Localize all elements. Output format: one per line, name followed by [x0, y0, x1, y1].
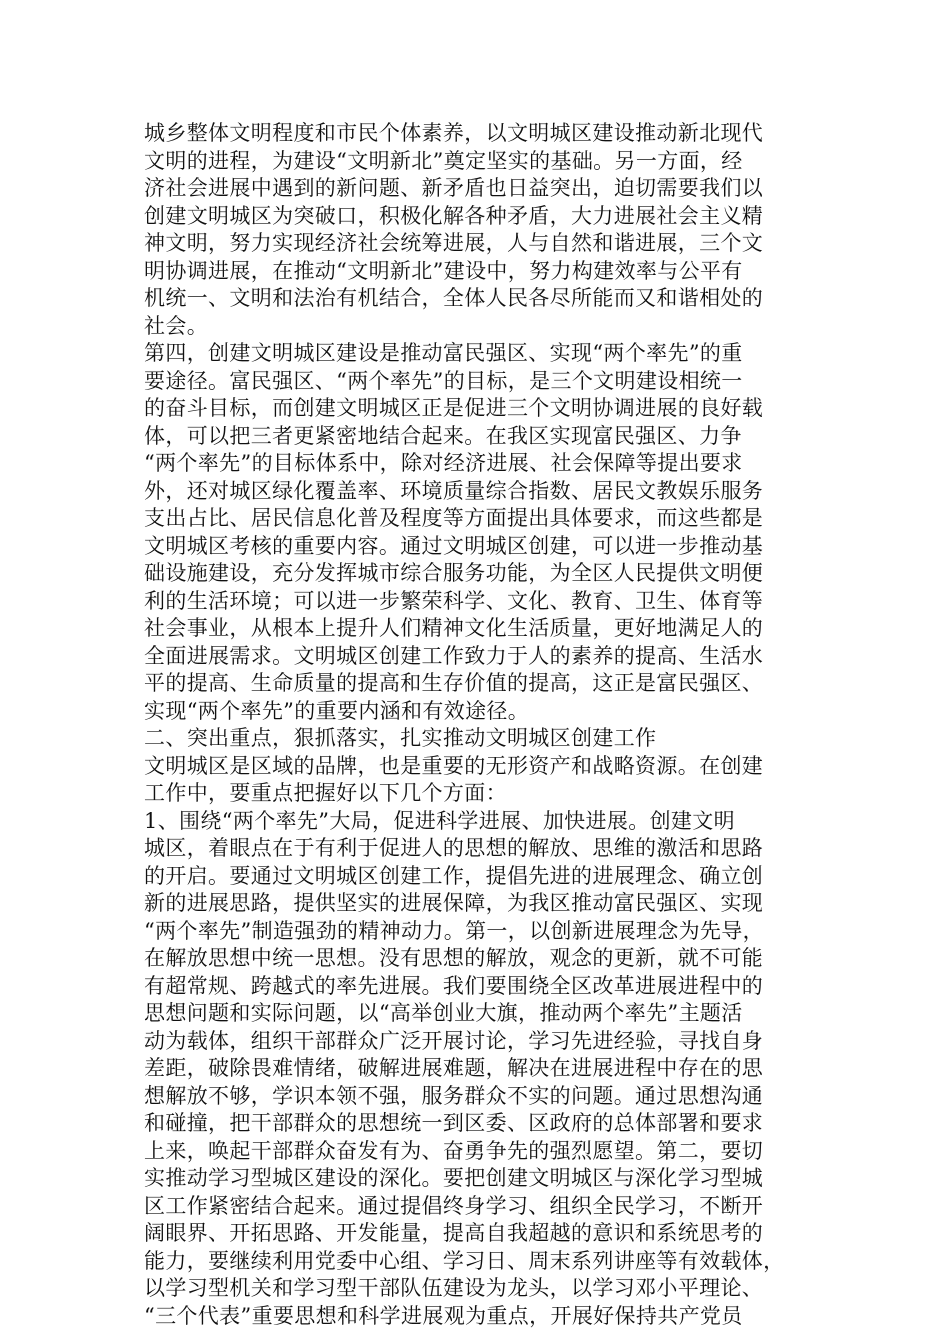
text-line: 创建文明城区为突破口，积极化解各种矛盾，大力进展社会主义精 [144, 203, 764, 228]
text-line: 1、围绕“两个率先”大局，促进科学进展、加快进展。创建文明 [144, 808, 735, 833]
text-line: 要途径。富民强区、“两个率先”的目标，是三个文明建设相统一 [144, 368, 743, 393]
text-line: 二、突出重点，狠抓落实，扎实推动文明城区创建工作 [144, 726, 657, 750]
text-line: 思想问题和实际问题，以“高举创业大旗，推动两个率先”主题活 [144, 1001, 743, 1025]
text-line: 能力，要继续利用党委中心组、学习日、周末系列讲座等有效载体， [144, 1248, 785, 1273]
text-line: 础设施建设，充分发挥城市综合服务功能，为全区人民提供文明便 [144, 561, 764, 585]
text-line: 的奋斗目标，而创建文明城区正是促进三个文明协调进展的良好载 [144, 396, 764, 420]
text-line: 阔眼界、开拓思路、开发能量，提高自我超越的意识和系统思考的 [144, 1221, 764, 1245]
document-body [144, 120, 834, 1330]
text-line: “两个率先”制造强劲的精神动力。第一，以创新进展理念为先导， [144, 918, 764, 943]
text-line: “三个代表”重要思想和科学进展观为重点，开展好保持共产党员 [144, 1303, 743, 1328]
text-line: 利的生活环境；可以进一步繁荣科学、文化、教育、卫生、体育等 [144, 588, 764, 613]
text-line: 工作中，要重点把握好以下几个方面： [144, 781, 507, 805]
text-line: 城区，着眼点在于有利于促进人的思想的解放、思维的激活和思路 [144, 836, 764, 860]
text-line: 差距，破除畏难情绪，破解进展难题，解决在进展进程中存在的思 [144, 1056, 764, 1080]
text-line: 的开启。要通过文明城区创建工作，提倡先进的进展理念、确立创 [144, 863, 764, 888]
text-line: 支出占比、居民信息化普及程度等方面提出具体要求，而这些都是 [144, 506, 764, 530]
text-line: 实现“两个率先”的重要内涵和有效途径。 [144, 698, 530, 723]
text-line: 全面进展需求。文明城区创建工作致力于人的素养的提高、生活水 [144, 643, 764, 668]
text-line: 上来，唤起干部群众奋发有为、奋勇争先的强烈愿望。第二，要切 [144, 1138, 764, 1163]
text-line: 以学习型机关和学习型干部队伍建设为龙头，以学习邓小平理论、 [144, 1276, 764, 1300]
text-line: 和碰撞，把干部群众的思想统一到区委、区政府的总体部署和要求 [144, 1111, 764, 1135]
text-line: 外，还对城区绿化覆盖率、环境质量综合指数、居民文教娱乐服务 [144, 478, 764, 503]
text-line: “两个率先”的目标体系中，除对经济进展、社会保障等提出要求 [144, 451, 743, 475]
text-line: 有超常规、跨越式的率先进展。我们要围绕全区改革进展进程中的 [144, 973, 764, 998]
text-line: 体，可以把三者更紧密地结合起来。在我区实现富民强区、力争 [144, 423, 742, 448]
text-line: 实推动学习型城区建设的深化。要把创建文明城区与深化学习型城 [144, 1166, 764, 1190]
text-line: 机统一、文明和法治有机结合，全体人民各尽所能而又和谐相处的 [144, 286, 764, 310]
text-line: 在解放思想中统一思想。没有思想的解放，观念的更新，就不可能 [144, 946, 764, 970]
text-line: 明协调进展，在推动“文明新北”建设中，努力构建效率与公平有 [144, 258, 743, 283]
text-line: 城乡整体文明程度和市民个体素养，以文明城区建设推动新北现代 [144, 121, 764, 145]
text-line: 文明城区是区域的品牌，也是重要的无形资产和战略资源。在创建 [144, 753, 764, 778]
text-line: 平的提高、生命质量的提高和生存价值的提高，这正是富民强区、 [144, 671, 764, 695]
text-line: 文明的进程，为建设“文明新北”奠定坚实的基础。另一方面，经 [144, 148, 743, 173]
text-line: 社会事业，从根本上提升人们精神文化生活质量，更好地满足人的 [144, 616, 764, 640]
text-line: 文明城区考核的重要内容。通过文明城区创建，可以进一步推动基 [144, 533, 764, 558]
text-line: 新的进展思路，提供坚实的进展保障，为我区推动富民强区、实现 [144, 891, 764, 915]
text-line: 第四，创建文明城区建设是推动富民强区、实现“两个率先”的重 [144, 341, 743, 365]
text-line: 区工作紧密结合起来。通过提倡终身学习、组织全民学习，不断开 [144, 1193, 764, 1218]
text-line: 想解放不够，学识本领不强，服务群众不实的问题。通过思想沟通 [144, 1083, 764, 1108]
text-line: 社会。 [144, 313, 209, 338]
text-line: 神文明，努力实现经济社会统筹进展，人与自然和谐进展，三个文 [144, 231, 764, 255]
text-line: 济社会进展中遇到的新问题、新矛盾也日益突出，迫切需要我们以 [144, 176, 764, 200]
text-line: 动为载体，组织干部群众广泛开展讨论，学习先进经验，寻找自身 [144, 1028, 764, 1053]
